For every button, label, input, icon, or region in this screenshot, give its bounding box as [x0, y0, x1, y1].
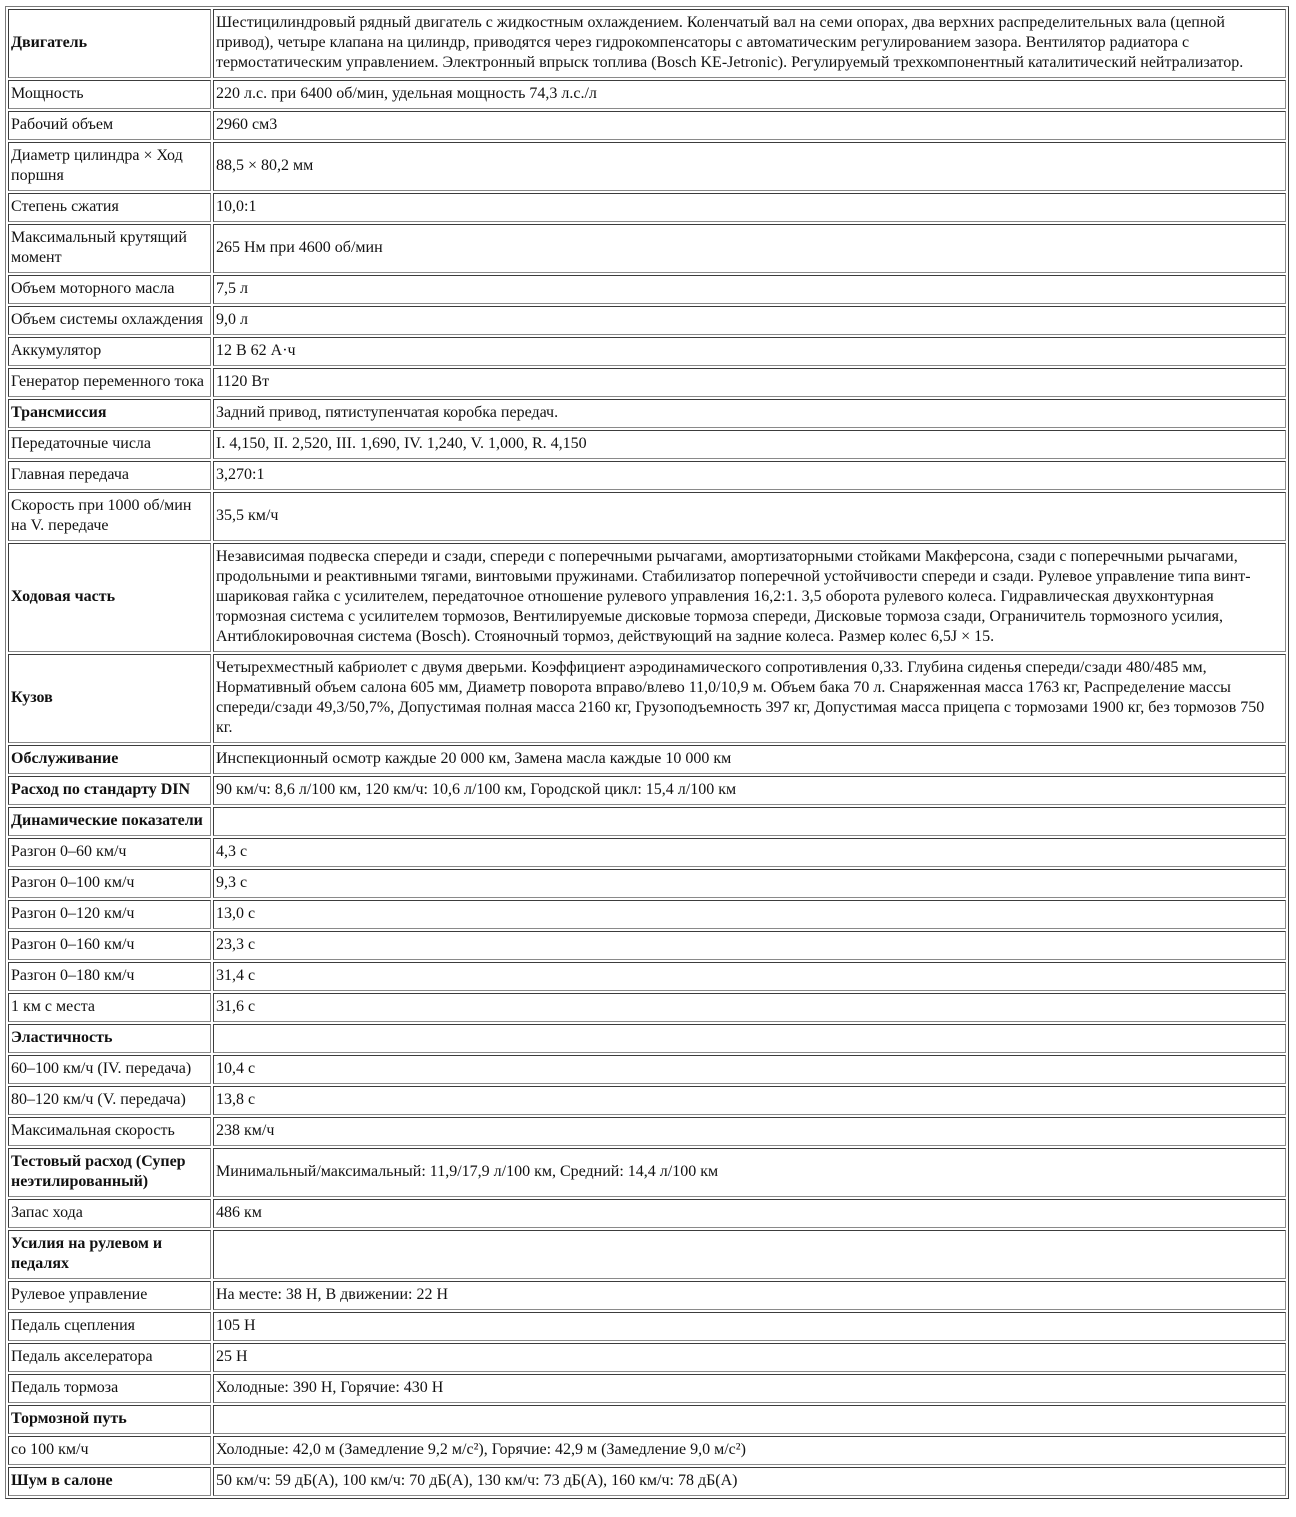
spec-label-cell: Объем системы охлаждения [8, 306, 211, 335]
spec-value-cell: Инспекционный осмотр каждые 20 000 км, Замена масла каждые 10 000 км [213, 745, 1286, 774]
spec-value-cell: 7,5 л [213, 275, 1286, 304]
table-section-row [8, 1024, 1286, 1053]
table-row [8, 838, 1286, 867]
spec-label-cell: Объем моторного масла [8, 275, 211, 304]
spec-value-cell: 10,4 с [213, 1055, 1286, 1084]
spec-label-cell: Главная передача [8, 461, 211, 490]
spec-label-cell: Разгон 0–120 км/ч [8, 900, 211, 929]
spec-label-cell: 1 км с места [8, 993, 211, 1022]
spec-label-cell: Максимальная скорость [8, 1117, 211, 1146]
spec-value-cell: 35,5 км/ч [213, 492, 1286, 541]
table-section-row [8, 1148, 1286, 1197]
table-row [8, 1117, 1286, 1146]
table-row [8, 1312, 1286, 1341]
spec-label-cell: Передаточные числа [8, 430, 211, 459]
section-heading-cell: Эластичность [8, 1024, 211, 1053]
spec-table-body [8, 9, 1286, 1496]
section-heading-cell: Шум в салоне [8, 1467, 211, 1496]
section-heading-cell: Усилия на рулевом и педалях [8, 1230, 211, 1279]
spec-value-cell: Шестицилиндровый рядный двигатель с жидкостным охлаждением. Коленчатый вал на семи опорах, два верхних распределительных вала (цепной привод), четыре клапана на цилиндр, приводятся через гидрокомпенсаторы с автоматическим регулированием зазора. Вентилятор радиатора с термостатическим управлением. Электронный впрыск топлива (Bosch KE-Jetronic). Регулируемый трехкомпонентный каталитический нейтрализатор. [213, 9, 1286, 78]
section-heading-cell: Обслуживание [8, 745, 211, 774]
table-row [8, 1281, 1286, 1310]
spec-table-container [5, 6, 1289, 1499]
spec-value-cell: 10,0:1 [213, 193, 1286, 222]
spec-value-cell: 50 км/ч: 59 дБ(А), 100 км/ч: 70 дБ(А), 130 км/ч: 73 дБ(А), 160 км/ч: 78 дБ(А) [213, 1467, 1286, 1496]
table-row [8, 962, 1286, 991]
spec-label-cell: Педаль акселератора [8, 1343, 211, 1372]
spec-label-cell: Степень сжатия [8, 193, 211, 222]
table-row [8, 368, 1286, 397]
spec-value-cell: 88,5 × 80,2 мм [213, 142, 1286, 191]
spec-value-cell: 31,6 с [213, 993, 1286, 1022]
spec-label-cell: Педаль тормоза [8, 1374, 211, 1403]
spec-value-cell [213, 807, 1286, 836]
table-section-row [8, 1467, 1286, 1496]
table-row [8, 993, 1286, 1022]
table-row [8, 1199, 1286, 1228]
table-row [8, 111, 1286, 140]
table-section-row [8, 9, 1286, 78]
table-row [8, 275, 1286, 304]
spec-value-cell: 9,0 л [213, 306, 1286, 335]
table-section-row [8, 745, 1286, 774]
spec-label-cell: Рулевое управление [8, 1281, 211, 1310]
table-row [8, 900, 1286, 929]
spec-value-cell: 2960 см3 [213, 111, 1286, 140]
spec-label-cell: 80–120 км/ч (V. передача) [8, 1086, 211, 1115]
spec-value-cell: Независимая подвеска спереди и сзади, спереди с поперечными рычагами, амортизаторными стойками Макферсона, сзади с поперечными рычагами, продольными и реактивными тягами, винтовыми пружинами. Стабилизатор поперечной устойчивости спереди и сзади. Рулевое управление типа винт-шариковая гайка с усилителем, передаточное отношение рулевого управления 16,2:1. 3,5 оборота рулевого колеса. Гидравлическая двухконтурная тормозная система с усилителем тормозов, Вентилируемые дисковые тормоза спереди, Дисковые тормоза сзади, Ограничитель тормозного усилия, Антиблокировочная система (Bosch). Стояночный тормоз, действующий на задние колеса. Размер колес 6,5J × 15. [213, 543, 1286, 652]
table-row [8, 1436, 1286, 1465]
table-row [8, 142, 1286, 191]
spec-value-cell: 238 км/ч [213, 1117, 1286, 1146]
section-heading-cell: Кузов [8, 654, 211, 743]
section-heading-cell: Тестовый расход (Супер неэтилированный) [8, 1148, 211, 1197]
spec-value-cell: 265 Нм при 4600 об/мин [213, 224, 1286, 273]
spec-value-cell: 13,8 с [213, 1086, 1286, 1115]
table-section-row [8, 1230, 1286, 1279]
section-heading-cell: Расход по стандарту DIN [8, 776, 211, 805]
spec-label-cell: Аккумулятор [8, 337, 211, 366]
spec-table [5, 6, 1289, 1499]
table-row [8, 1055, 1286, 1084]
spec-label-cell: 60–100 км/ч (IV. передача) [8, 1055, 211, 1084]
spec-label-cell: со 100 км/ч [8, 1436, 211, 1465]
spec-label-cell: Разгон 0–180 км/ч [8, 962, 211, 991]
table-row [8, 193, 1286, 222]
table-row [8, 80, 1286, 109]
spec-value-cell: 25 Н [213, 1343, 1286, 1372]
table-section-row [8, 1405, 1286, 1434]
spec-value-cell: Задний привод, пятиступенчатая коробка передач. [213, 399, 1286, 428]
spec-label-cell: Педаль сцепления [8, 1312, 211, 1341]
spec-label-cell: Разгон 0–160 км/ч [8, 931, 211, 960]
table-row [8, 337, 1286, 366]
section-heading-cell: Тормозной путь [8, 1405, 211, 1434]
table-section-row [8, 399, 1286, 428]
table-row [8, 306, 1286, 335]
spec-value-cell [213, 1024, 1286, 1053]
spec-label-cell: Разгон 0–60 км/ч [8, 838, 211, 867]
spec-value-cell: 12 В 62 А·ч [213, 337, 1286, 366]
table-row [8, 461, 1286, 490]
spec-value-cell: 486 км [213, 1199, 1286, 1228]
table-row [8, 931, 1286, 960]
spec-value-cell: 13,0 с [213, 900, 1286, 929]
spec-label-cell: Мощность [8, 80, 211, 109]
table-row [8, 1086, 1286, 1115]
section-heading-cell: Ходовая часть [8, 543, 211, 652]
spec-value-cell: 90 км/ч: 8,6 л/100 км, 120 км/ч: 10,6 л/100 км, Городской цикл: 15,4 л/100 км [213, 776, 1286, 805]
spec-value-cell: 1120 Вт [213, 368, 1286, 397]
spec-value-cell: I. 4,150, II. 2,520, III. 1,690, IV. 1,240, V. 1,000, R. 4,150 [213, 430, 1286, 459]
spec-value-cell: На месте: 38 Н, В движении: 22 Н [213, 1281, 1286, 1310]
spec-value-cell: Холодные: 390 Н, Горячие: 430 Н [213, 1374, 1286, 1403]
section-heading-cell: Трансмиссия [8, 399, 211, 428]
spec-value-cell: 105 Н [213, 1312, 1286, 1341]
spec-value-cell: 4,3 с [213, 838, 1286, 867]
spec-value-cell [213, 1405, 1286, 1434]
table-row [8, 224, 1286, 273]
section-heading-cell: Двигатель [8, 9, 211, 78]
spec-value-cell: 3,270:1 [213, 461, 1286, 490]
spec-value-cell: Холодные: 42,0 м (Замедление 9,2 м/с²), Горячие: 42,9 м (Замедление 9,0 м/с²) [213, 1436, 1286, 1465]
spec-label-cell: Рабочий объем [8, 111, 211, 140]
spec-value-cell: 9,3 с [213, 869, 1286, 898]
spec-value-cell: Четырехместный кабриолет с двумя дверьми. Коэффициент аэродинамического сопротивления 0,33. Глубина сиденья спереди/сзади 480/485 мм, Нормативный объем салона 605 мм, Диаметр поворота вправо/влево 11,0/10,9 м. Объем бака 70 л. Снаряженная масса 1763 кг, Распределение массы спереди/сзади 49,3/50,7%, Допустимая полная масса 2160 кг, Грузоподъемность 397 кг, Допустимая масса прицепа с тормозами 1900 кг, без тормозов 750 кг. [213, 654, 1286, 743]
spec-label-cell: Запас хода [8, 1199, 211, 1228]
spec-label-cell: Генератор переменного тока [8, 368, 211, 397]
spec-value-cell: 220 л.с. при 6400 об/мин, удельная мощность 74,3 л.с./л [213, 80, 1286, 109]
table-row [8, 1343, 1286, 1372]
spec-label-cell: Разгон 0–100 км/ч [8, 869, 211, 898]
table-section-row [8, 776, 1286, 805]
spec-value-cell: 31,4 с [213, 962, 1286, 991]
table-row [8, 1374, 1286, 1403]
spec-label-cell: Диаметр цилиндра × Ход поршня [8, 142, 211, 191]
table-section-row [8, 654, 1286, 743]
table-row [8, 430, 1286, 459]
table-row [8, 492, 1286, 541]
spec-label-cell: Скорость при 1000 об/мин на V. передаче [8, 492, 211, 541]
spec-value-cell [213, 1230, 1286, 1279]
spec-label-cell: Максимальный крутящий момент [8, 224, 211, 273]
section-heading-cell: Динамические показатели [8, 807, 211, 836]
spec-value-cell: Минимальный/максимальный: 11,9/17,9 л/100 км, Средний: 14,4 л/100 км [213, 1148, 1286, 1197]
table-section-row [8, 543, 1286, 652]
table-section-row [8, 807, 1286, 836]
spec-value-cell: 23,3 с [213, 931, 1286, 960]
table-row [8, 869, 1286, 898]
